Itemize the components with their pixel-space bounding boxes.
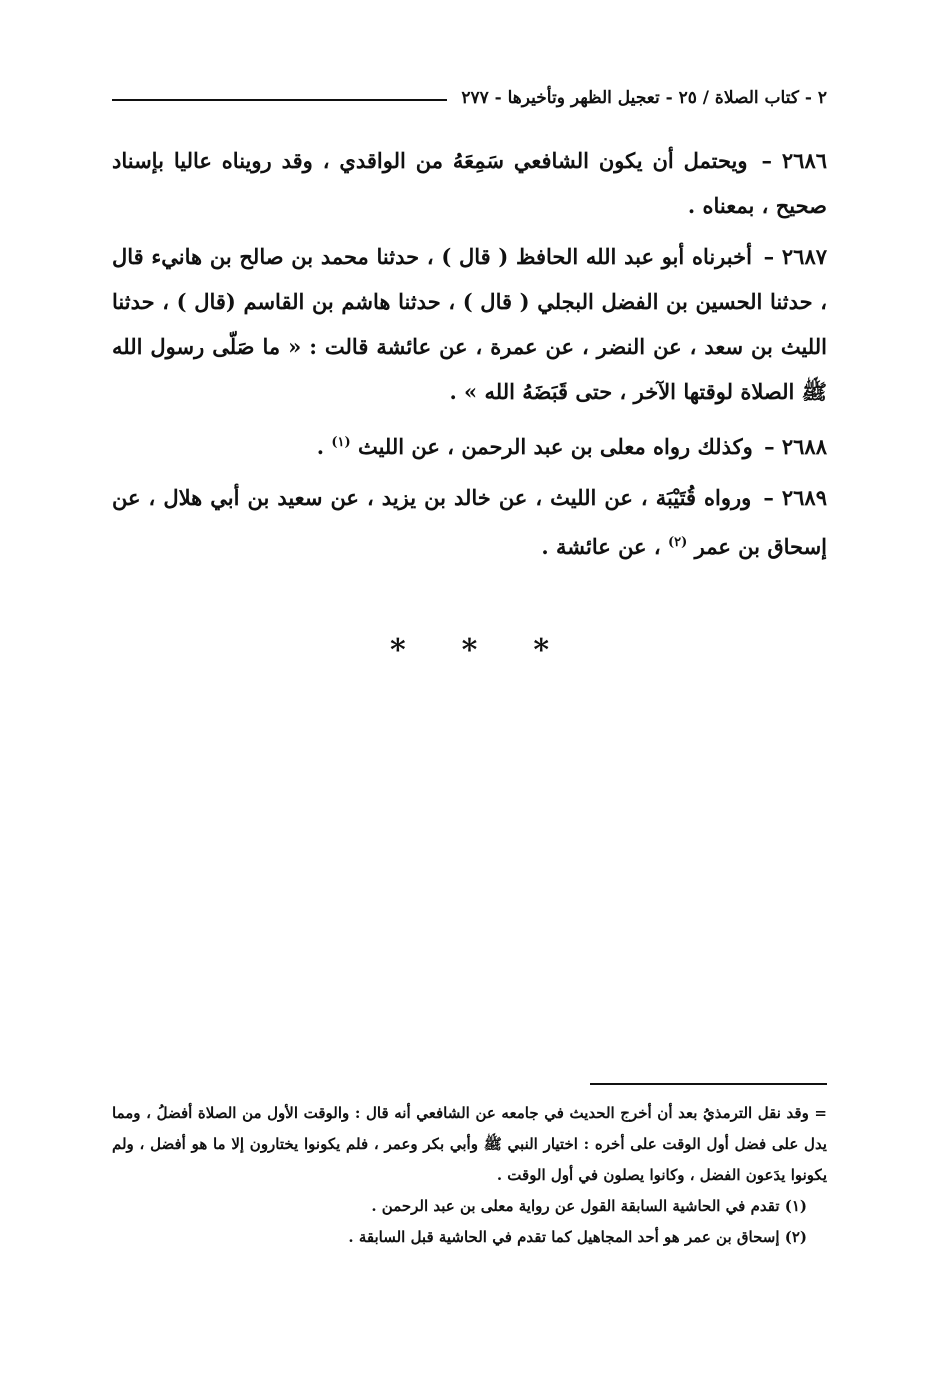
footnote-continued: = وقد نقل الترمذيُ بعد أن أخرج الحديث في جامعه عن الشافعي أنه قال : والوقت الأول من الصلاة أفضلُ ، ومما يدل على فضل أول الوقت على أخره : اختيار النبي ﷺ وأبي بكر وعمر ، فلم يكونوا يختارون إلا ما هو أفضل ، ولم يكونوا يدَعون الفضل ، وكانوا يصلون في أول الوقت . bbox=[112, 1104, 827, 1184]
header-title: ٢ - كتاب الصلاة / ٢٥ - تعجيل الظهر وتأخيرها - ٢٧٧ bbox=[461, 88, 827, 108]
hadith-text: ورواه قُتَيْبَة ، عن الليث ، عن خالد بن يزيد ، عن سعيد بن أبي هلال ، عن إسحاق بن عمر bbox=[112, 485, 827, 559]
hadith-text: وكذلك رواه معلى بن عبد الرحمن ، عن الليث bbox=[357, 434, 753, 459]
footnote-reference: (٢) bbox=[668, 535, 688, 550]
hadith-paragraph-2686 bbox=[112, 138, 827, 228]
hadith-number: ٢٦٨٧ – bbox=[763, 244, 828, 269]
hadith-number: ٢٦٨٨ – bbox=[764, 434, 827, 459]
hadith-text: ويحتمل أن يكون الشافعي سَمِعَهُ من الواقدي ، وقد رويناه عاليا بإسناد صحيح ، بمعناه . bbox=[112, 148, 827, 218]
footnote-reference: (١) bbox=[331, 435, 351, 450]
book-page bbox=[112, 78, 827, 1368]
hadith-text-tail: . bbox=[316, 434, 332, 459]
separator-star: * bbox=[389, 633, 406, 668]
separator-star: * bbox=[461, 633, 478, 668]
hadith-paragraph-2689 bbox=[112, 475, 827, 569]
hadith-text: أخبرناه أبو عبد الله الحافظ ( قال ) ، حدثنا محمد بن صالح بن هانيء قال ، حدثنا الحسين بن الفضل البجلي ( قال ) ، حدثنا هاشم بن القاسم (قال ) ، حدثنا الليث بن سعد ، عن النضر ، عن عمرة ، عن عائشة قالت : « ما صَلّى رسول الله ﷺ الصلاة لوقتها الآخر ، حتى قَبَضَهُ الله » . bbox=[112, 244, 827, 404]
footnote-1: (١) تقدم في الحاشية السابقة القول عن رواية معلى بن عبد الرحمن . bbox=[371, 1197, 807, 1215]
footnote-2: (٢) إسحاق بن عمر هو أحد المجاهيل كما تقدم في الحاشية قبل السابقة . bbox=[348, 1228, 807, 1246]
main-text bbox=[112, 138, 827, 575]
hadith-paragraph-2687 bbox=[112, 234, 827, 414]
hadith-number: ٢٦٨٦ – bbox=[761, 148, 828, 173]
hadith-paragraph-2688 bbox=[112, 420, 827, 469]
running-header bbox=[112, 78, 827, 118]
header-rule bbox=[112, 99, 447, 101]
separator-star: * bbox=[533, 633, 550, 668]
section-separator bbox=[112, 633, 827, 668]
hadith-number: ٢٦٨٩ – bbox=[763, 485, 827, 510]
footnotes bbox=[112, 1098, 827, 1253]
hadith-text-tail: ، عن عائشة . bbox=[541, 534, 668, 559]
footnote-rule bbox=[590, 1083, 827, 1085]
